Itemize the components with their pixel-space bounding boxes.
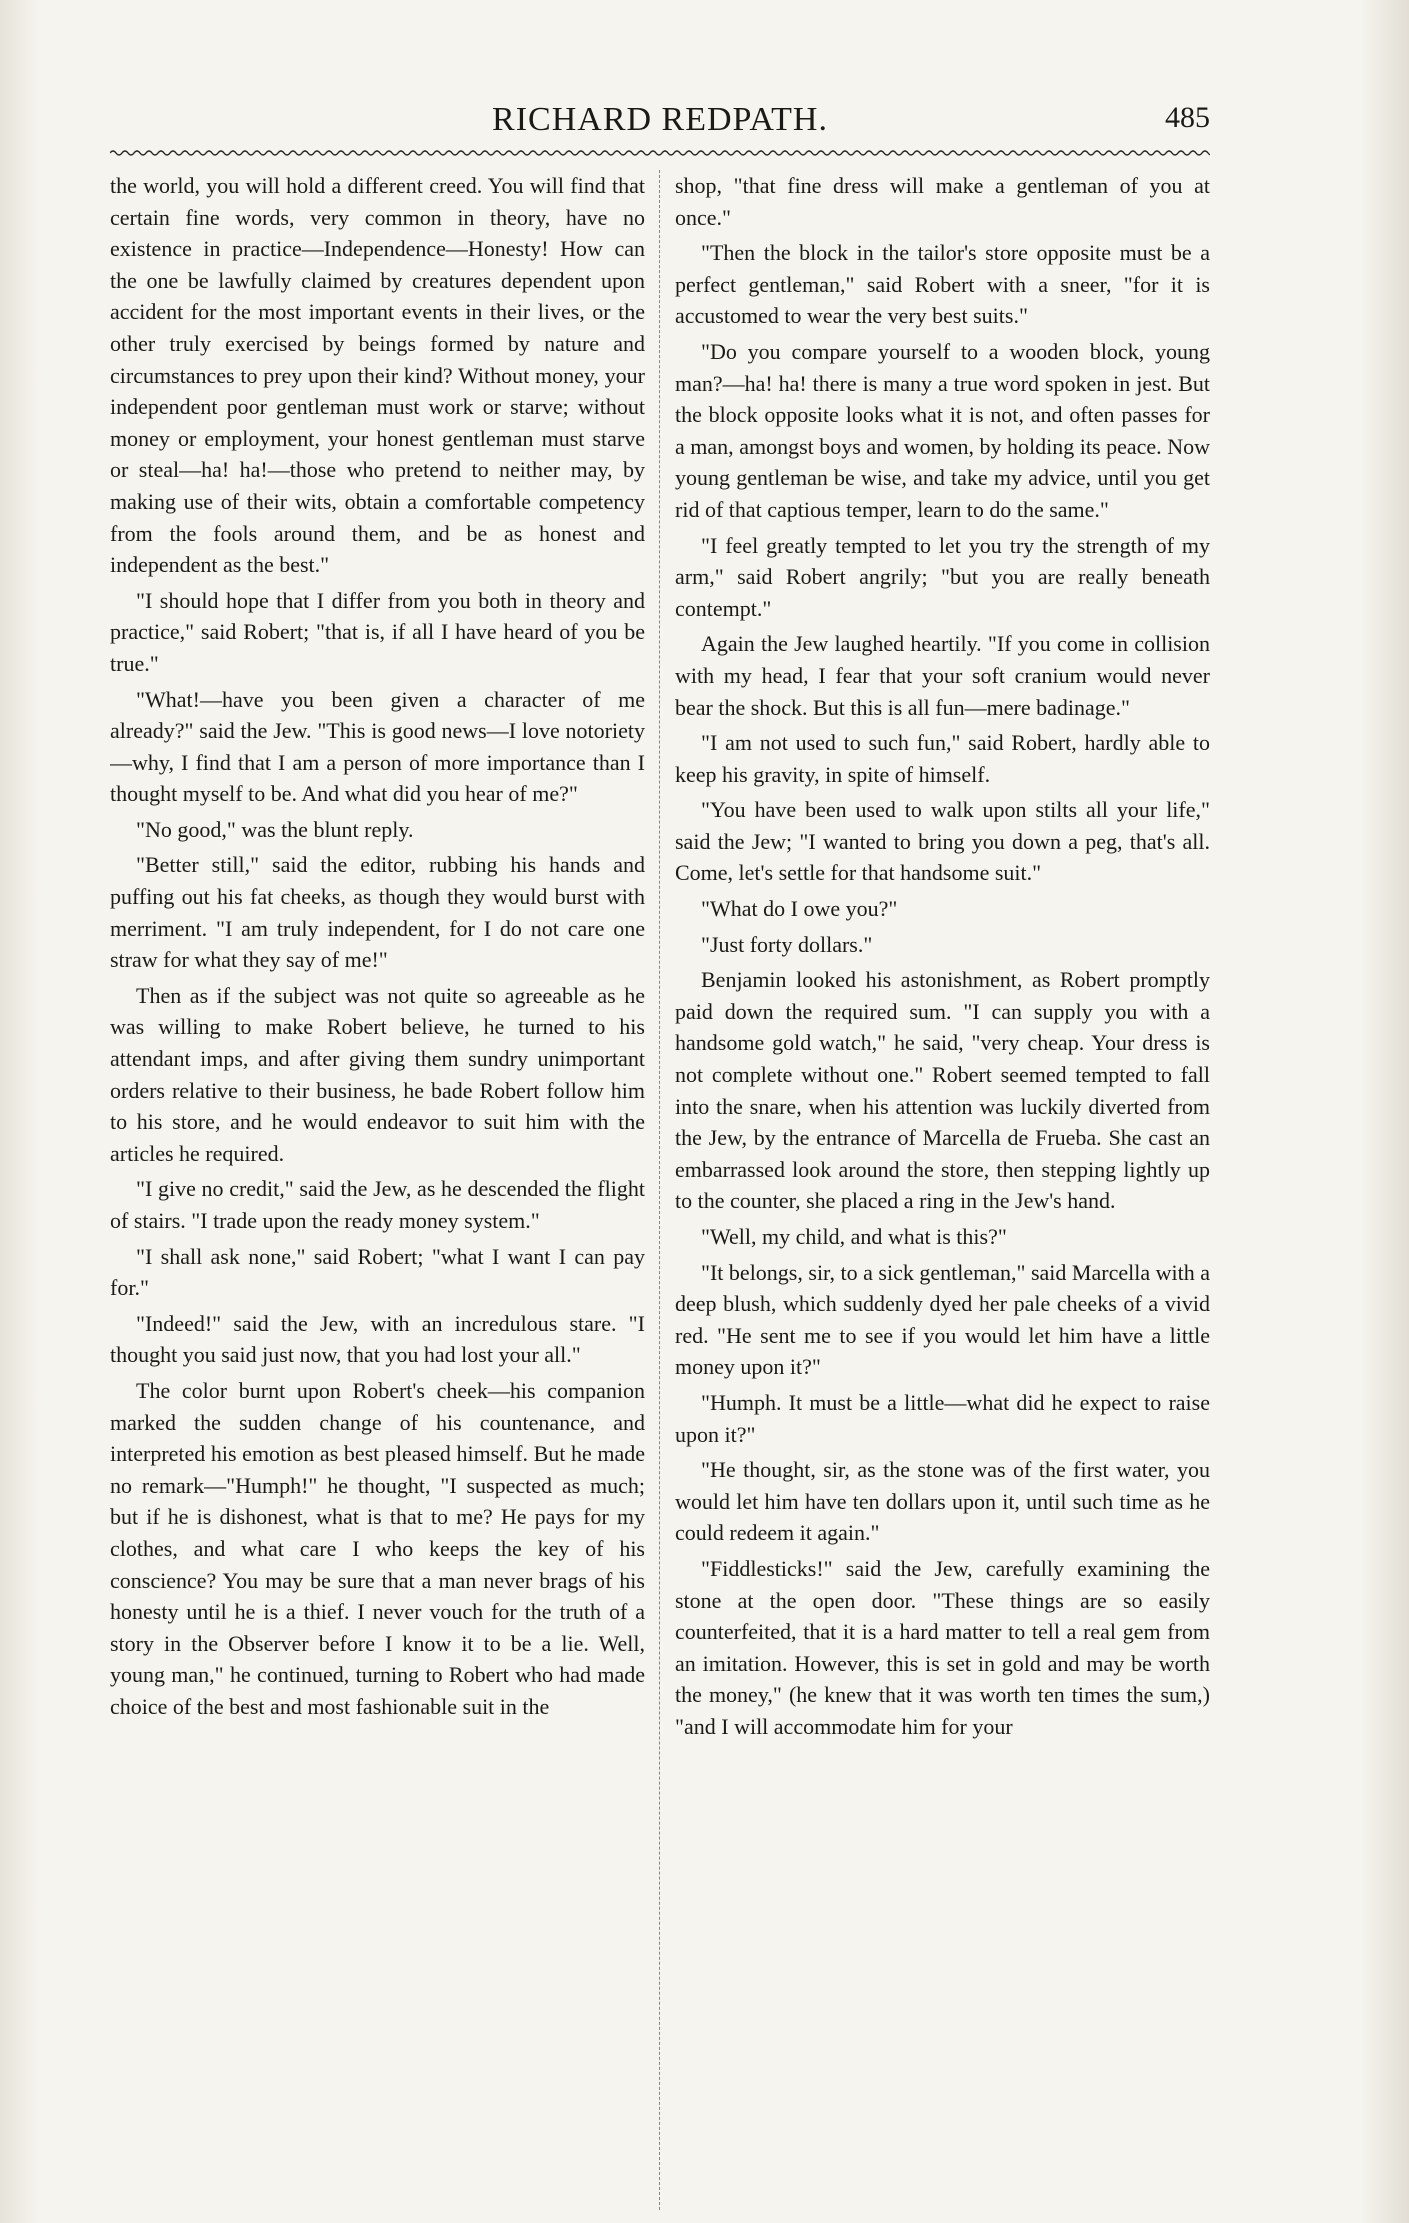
left-column (110, 170, 645, 2210)
wavy-header-rule (110, 148, 1210, 158)
paragraph: "Humph. It must be a little—what did he expect to raise upon it?" (675, 1389, 1210, 1447)
paragraph: "Do you compare yourself to a wooden block, young man?—ha! ha! there is many a true word spoken in jest. But the block opposite looks what it is not, and often passes for a man, amongst boys and women, by holding its peace. Now young gentleman be wise, and take my advice, until you get rid of that captious temper, learn to do the same." (675, 338, 1210, 522)
paragraph: "It belongs, sir, to a sick gentleman," said Marcella with a deep blush, which suddenly dyed her pale cheeks of a vivid red. "He sent me to see if you would let him have a little money upon it?" (675, 1259, 1210, 1380)
paragraph: Benjamin looked his astonishment, as Robert promptly paid down the required sum. "I can supply you with a handsome gold watch," he said, "very cheap. Your dress is not complete without one." Robert seemed tempted to fall into the snare, when his attention was luckily diverted from the Jew, by the entrance of Marcella de Frueba. She cast an embarrassed look around the store, then stepping lightly up to the counter, she placed a ring in the Jew's hand. (675, 967, 1210, 1214)
paragraph: "Fiddlesticks!" said the Jew, carefully examining the stone at the open door. "These things are so easily counterfeited, that it is a hard matter to tell a real gem from an imitation. However, this is set in gold and may be worth the money," (he knew that it was worth ten times the sum,) "and I will accommodate him for your (675, 1555, 1210, 1739)
paragraph: The color burnt upon Robert's cheek—his companion marked the sudden change of his countenance, and interpreted his emotion as best pleased himself. But he made no remark—"Humph!" he thought, "I suspected as much; but if he is dishonest, what is that to me? He pays for my clothes, and what care I who keeps the key of his conscience? You may be sure that a man never brags of his honesty until he is a thief. I never vouch for the truth of a story in the Observer before I know it to be a lie. Well, young man," he continued, turning to Robert who had made choice of the best and most fashionable suit in the (110, 1377, 645, 1719)
paragraph: the world, you will hold a different creed. You will find that certain fine words, very common in theory, have no existence in practice—Independence—Honesty! How can the one be lawfully claimed by creatures dependent upon accident for the most important events in their lives, or the other truly exercised by beings formed by nature and circumstances to prey upon their kind? Without money, your independent poor gentleman must work or starve; without money or employment, your honest gentleman must starve or steal—ha! ha!—those who pretend to neither may, by making use of their wits, obtain a comfortable competency from the fools around them, and be as honest and independent as the best." (110, 173, 645, 578)
paragraph: "I shall ask none," said Robert; "what I want I can pay for." (110, 1243, 645, 1301)
paragraph: "What!—have you been given a character of me already?" said the Jew. "This is good news—I love notoriety—why, I find that I am a person of more importance than I thought myself to be. And what did you hear of me?" (110, 686, 645, 807)
paragraph: "No good," was the blunt reply. (136, 816, 414, 842)
paragraph: shop, "that fine dress will make a gentleman of you at once." (675, 173, 1210, 230)
page-header (110, 95, 1210, 145)
paragraph: "I should hope that I differ from you both in theory and practice," said Robert; "that is, if all I have heard of you be true." (110, 587, 645, 676)
paragraph: "He thought, sir, as the stone was of the first water, you would let him have ten dollars upon it, until such time as he could redeem it again." (675, 1457, 1210, 1546)
running-title: RICHARD REDPATH. (492, 101, 828, 138)
paragraph: Then as if the subject was not quite so agreeable as he was willing to make Robert believe, he turned to his attendant imps, and after giving them sundry unimportant orders relative to their business, he bade Robert follow him to his store, and he would endeavor to suit him with the articles he required. (110, 982, 645, 1166)
paragraph: "Indeed!" said the Jew, with an incredulous stare. "I thought you said just now, that you had lost your all." (110, 1310, 645, 1368)
text-columns (110, 170, 1210, 2210)
paragraph: "Well, my child, and what is this?" (701, 1224, 1007, 1249)
paragraph: "What do I owe you?" (701, 896, 898, 922)
paragraph: "You have been used to walk upon stilts all your life," said the Jew; "I wanted to bring you down a peg, that's all. Come, let's settle for that handsome suit." (675, 797, 1210, 886)
right-column (675, 170, 1210, 2210)
column-divider (659, 170, 660, 2210)
paragraph: "Better still," said the editor, rubbing his hands and puffing out his fat cheeks, as though they would burst with merriment. "I am truly independent, for I do not care one straw for what they say of me!" (110, 852, 645, 973)
paragraph: "I am not used to such fun," said Robert, hardly able to keep his gravity, in spite of himself. (675, 730, 1210, 787)
paragraph: "Just forty dollars." (701, 931, 873, 957)
paragraph: "I give no credit," said the Jew, as he descended the flight of stairs. "I trade upon the ready money system." (110, 1176, 645, 1233)
page-number: 485 (1165, 101, 1210, 134)
paragraph: Again the Jew laughed heartily. "If you come in collision with my head, I fear that your soft cranium would never bear the shock. But this is all fun—mere badinage." (675, 631, 1210, 720)
paragraph: "Then the block in the tailor's store opposite must be a perfect gentleman," said Robert with a sneer, "for it is accustomed to wear the very best suits." (675, 240, 1210, 329)
paragraph: "I feel greatly tempted to let you try the strength of my arm," said Robert angrily; "but you are really beneath contempt." (675, 532, 1210, 621)
